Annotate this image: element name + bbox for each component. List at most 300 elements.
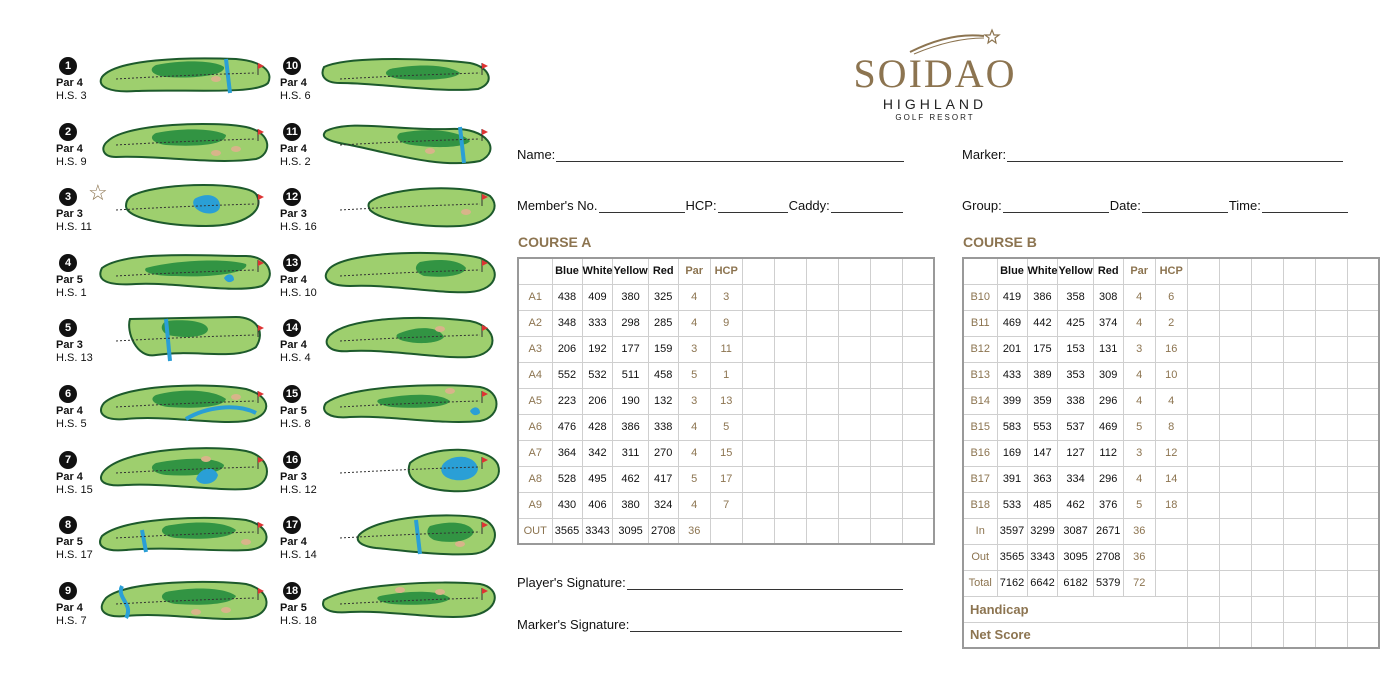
- hole-number: 9: [59, 582, 77, 600]
- table-cell: 36: [1123, 544, 1155, 570]
- name-label: Name:: [517, 147, 556, 162]
- score-cell[interactable]: [870, 362, 902, 388]
- name-field[interactable]: [556, 148, 904, 162]
- table-cell: 298: [613, 310, 648, 336]
- score-cell[interactable]: [1251, 518, 1283, 544]
- table-cell: 127: [1058, 440, 1093, 466]
- score-cell[interactable]: [1347, 466, 1379, 492]
- table-cell: 270: [648, 440, 678, 466]
- score-cell[interactable]: [1187, 518, 1219, 544]
- table-cell: B17: [963, 466, 997, 492]
- score-cell[interactable]: [1219, 414, 1251, 440]
- member-no-label: Member's No.: [517, 198, 598, 213]
- score-cell[interactable]: [838, 440, 870, 466]
- score-cell[interactable]: [1219, 388, 1251, 414]
- score-cell[interactable]: [1219, 570, 1251, 596]
- score-cell[interactable]: [1219, 336, 1251, 362]
- score-cell[interactable]: [838, 414, 870, 440]
- score-cell[interactable]: [806, 440, 838, 466]
- caddy-field[interactable]: [831, 199, 903, 213]
- table-cell: A3: [518, 336, 552, 362]
- score-cell[interactable]: [1187, 492, 1219, 518]
- hole-handicap: H.S. 10: [280, 286, 317, 299]
- table-cell: 132: [648, 388, 678, 414]
- score-cell[interactable]: [1187, 440, 1219, 466]
- hole-1: [56, 57, 276, 113]
- score-cell[interactable]: [1347, 570, 1379, 596]
- table-cell: 36: [1123, 518, 1155, 544]
- hole-map: [320, 180, 510, 236]
- score-cell[interactable]: [902, 310, 934, 336]
- score-cell[interactable]: [1283, 414, 1315, 440]
- score-cell[interactable]: [806, 388, 838, 414]
- score-cell[interactable]: [1347, 622, 1379, 648]
- table-cell: In: [963, 518, 997, 544]
- score-cell[interactable]: [742, 414, 774, 440]
- score-cell[interactable]: [1187, 570, 1219, 596]
- table-row: [963, 388, 1379, 414]
- score-cell[interactable]: [1315, 310, 1347, 336]
- score-cell[interactable]: [1187, 362, 1219, 388]
- score-cell[interactable]: [1187, 544, 1219, 570]
- hole-par: Par 3: [280, 208, 307, 221]
- handicap-label: Handicap: [963, 596, 1187, 622]
- score-cell[interactable]: [1315, 336, 1347, 362]
- score-cell[interactable]: [742, 466, 774, 492]
- score-cell[interactable]: [1187, 310, 1219, 336]
- score-cell[interactable]: [1347, 492, 1379, 518]
- score-cell[interactable]: [838, 336, 870, 362]
- score-cell[interactable]: [1347, 388, 1379, 414]
- score-cell[interactable]: [806, 414, 838, 440]
- date-field[interactable]: [1142, 199, 1228, 213]
- score-cell[interactable]: [1283, 518, 1315, 544]
- hole-map: [96, 115, 286, 171]
- score-cell[interactable]: [742, 284, 774, 310]
- score-cell[interactable]: [1187, 388, 1219, 414]
- score-cell[interactable]: [1283, 596, 1315, 622]
- table-cell: 153: [1058, 336, 1093, 362]
- table-cell: 7162: [997, 570, 1027, 596]
- score-cell[interactable]: [1347, 362, 1379, 388]
- score-cell[interactable]: [1219, 544, 1251, 570]
- table-cell: 10: [1155, 362, 1187, 388]
- hole-number: 16: [283, 451, 301, 469]
- score-cell[interactable]: [870, 440, 902, 466]
- table-cell: 476: [552, 414, 582, 440]
- table-cell: OUT: [518, 518, 552, 544]
- hole-par: Par 5: [56, 536, 83, 549]
- score-cell[interactable]: [742, 310, 774, 336]
- table-cell: [1155, 570, 1187, 596]
- score-cell[interactable]: [870, 492, 902, 518]
- hole-18: [280, 582, 500, 638]
- table-cell: 3597: [997, 518, 1027, 544]
- marker-signature-field[interactable]: [630, 618, 902, 632]
- score-column-header: [1187, 258, 1219, 284]
- score-cell[interactable]: [774, 310, 806, 336]
- score-cell[interactable]: [1315, 622, 1347, 648]
- score-cell[interactable]: [806, 362, 838, 388]
- group-label: Group:: [962, 198, 1002, 213]
- score-cell[interactable]: [1347, 440, 1379, 466]
- table-cell: 458: [648, 362, 678, 388]
- table-cell: 532: [582, 362, 613, 388]
- score-cell[interactable]: [1251, 492, 1283, 518]
- score-cell[interactable]: [1347, 284, 1379, 310]
- hole-handicap: H.S. 15: [56, 483, 93, 496]
- hole-8: [56, 516, 276, 572]
- table-cell: 3565: [552, 518, 582, 544]
- hole-handicap: H.S. 14: [280, 549, 317, 562]
- table-cell: 376: [1093, 492, 1123, 518]
- score-cell[interactable]: [774, 440, 806, 466]
- score-cell[interactable]: [1283, 544, 1315, 570]
- hole-map: [320, 377, 510, 433]
- hole-9: [56, 582, 276, 638]
- table-cell: 5379: [1093, 570, 1123, 596]
- table-cell: 495: [582, 466, 613, 492]
- table-row: [963, 310, 1379, 336]
- hole-number: 6: [59, 385, 77, 403]
- score-cell[interactable]: [1315, 362, 1347, 388]
- score-cell[interactable]: [1187, 284, 1219, 310]
- score-cell[interactable]: [838, 388, 870, 414]
- table-cell: 364: [552, 440, 582, 466]
- hole-map: [96, 508, 286, 564]
- score-cell[interactable]: [774, 362, 806, 388]
- score-cell[interactable]: [774, 492, 806, 518]
- table-cell: B16: [963, 440, 997, 466]
- score-cell[interactable]: [838, 284, 870, 310]
- player-signature-field[interactable]: [627, 576, 903, 590]
- hole-map: [96, 49, 286, 105]
- score-cell[interactable]: [1283, 388, 1315, 414]
- score-cell[interactable]: [902, 466, 934, 492]
- hole-par: Par 4: [56, 405, 83, 417]
- score-cell[interactable]: [1347, 518, 1379, 544]
- score-cell[interactable]: [1251, 362, 1283, 388]
- score-cell[interactable]: [1251, 596, 1283, 622]
- hcp-label: HCP:: [685, 198, 717, 213]
- table-header-row: [518, 258, 934, 284]
- score-cell[interactable]: [1283, 570, 1315, 596]
- hcp-field[interactable]: [718, 199, 788, 213]
- hole-11: [280, 123, 500, 179]
- table-cell: 175: [1027, 336, 1058, 362]
- table-cell: 3087: [1058, 518, 1093, 544]
- score-cell[interactable]: [1315, 284, 1347, 310]
- table-cell: 4: [1123, 310, 1155, 336]
- table-cell: 177: [613, 336, 648, 362]
- hole-map: [320, 311, 510, 367]
- table-row: [963, 362, 1379, 388]
- table-cell: 4: [1123, 466, 1155, 492]
- hole-number: 10: [283, 57, 301, 75]
- hole-handicap: H.S. 13: [56, 352, 93, 365]
- score-cell[interactable]: [774, 414, 806, 440]
- score-cell[interactable]: [1219, 596, 1251, 622]
- table-cell: 296: [1093, 466, 1123, 492]
- table-cell: 285: [648, 310, 678, 336]
- table-cell: 2: [1155, 310, 1187, 336]
- group-field[interactable]: [1003, 199, 1109, 213]
- score-cell[interactable]: [1315, 596, 1347, 622]
- time-field[interactable]: [1262, 199, 1348, 213]
- table-cell: A4: [518, 362, 552, 388]
- score-cell[interactable]: [1219, 622, 1251, 648]
- score-cell[interactable]: [1219, 284, 1251, 310]
- score-cell[interactable]: [774, 518, 806, 544]
- score-cell[interactable]: [1219, 440, 1251, 466]
- marker-row: [962, 147, 1344, 162]
- score-cell[interactable]: [1251, 622, 1283, 648]
- score-cell[interactable]: [838, 310, 870, 336]
- score-cell[interactable]: [838, 466, 870, 492]
- table-cell: 192: [582, 336, 613, 362]
- table-cell: 389: [1027, 362, 1058, 388]
- table-cell: 380: [613, 492, 648, 518]
- score-cell[interactable]: [1251, 284, 1283, 310]
- score-cell[interactable]: [806, 492, 838, 518]
- score-column-header: [870, 258, 902, 284]
- table-cell: 552: [552, 362, 582, 388]
- score-cell[interactable]: [1187, 596, 1219, 622]
- score-cell[interactable]: [870, 388, 902, 414]
- table-cell: 6182: [1058, 570, 1093, 596]
- table-cell: 374: [1093, 310, 1123, 336]
- score-cell[interactable]: [806, 336, 838, 362]
- hole-par: Par 3: [56, 339, 83, 352]
- hole-handicap: H.S. 16: [280, 221, 317, 234]
- score-cell[interactable]: [1187, 336, 1219, 362]
- table-row: [963, 544, 1379, 570]
- table-cell: 533: [997, 492, 1027, 518]
- score-cell[interactable]: [1251, 336, 1283, 362]
- table-cell: A6: [518, 414, 552, 440]
- column-header: Blue: [552, 258, 582, 284]
- score-cell[interactable]: [902, 362, 934, 388]
- table-cell: 528: [552, 466, 582, 492]
- table-row: [963, 336, 1379, 362]
- hole-4: [56, 254, 276, 310]
- table-cell: 462: [613, 466, 648, 492]
- score-cell[interactable]: [742, 336, 774, 362]
- score-cell[interactable]: [902, 284, 934, 310]
- score-cell[interactable]: [1187, 414, 1219, 440]
- score-cell[interactable]: [806, 518, 838, 544]
- table-cell: B18: [963, 492, 997, 518]
- score-cell[interactable]: [1251, 570, 1283, 596]
- score-cell[interactable]: [902, 492, 934, 518]
- hole-map: [320, 246, 510, 302]
- table-cell: [1155, 544, 1187, 570]
- score-cell[interactable]: [1315, 466, 1347, 492]
- hole-par: Par 5: [56, 273, 83, 286]
- hole-2: [56, 123, 276, 179]
- score-cell[interactable]: [774, 388, 806, 414]
- score-cell[interactable]: [870, 336, 902, 362]
- score-cell[interactable]: [1283, 310, 1315, 336]
- table-cell: 72: [1123, 570, 1155, 596]
- score-cell[interactable]: [1283, 362, 1315, 388]
- hole-map: [320, 443, 510, 499]
- member-no-field[interactable]: [599, 199, 685, 213]
- score-cell[interactable]: [1315, 518, 1347, 544]
- hole-7: [56, 451, 276, 507]
- table-row: [963, 466, 1379, 492]
- marker-label: Marker:: [962, 147, 1007, 162]
- score-cell[interactable]: [1219, 518, 1251, 544]
- hole-number: 1: [59, 57, 77, 75]
- table-row: [963, 284, 1379, 310]
- score-column-header: [1251, 258, 1283, 284]
- score-cell[interactable]: [1251, 440, 1283, 466]
- table-row: [518, 492, 934, 518]
- table-cell: 1: [710, 362, 742, 388]
- table-cell: 583: [997, 414, 1027, 440]
- score-cell[interactable]: [742, 362, 774, 388]
- hole-10: [280, 57, 500, 113]
- score-cell[interactable]: [870, 284, 902, 310]
- score-cell[interactable]: [902, 440, 934, 466]
- column-header: Yellow: [1058, 258, 1093, 284]
- score-cell[interactable]: [1283, 466, 1315, 492]
- score-cell[interactable]: [1347, 596, 1379, 622]
- score-cell[interactable]: [1347, 310, 1379, 336]
- score-cell[interactable]: [1187, 466, 1219, 492]
- score-cell[interactable]: [838, 492, 870, 518]
- score-cell[interactable]: [1187, 622, 1219, 648]
- score-cell[interactable]: [902, 518, 934, 544]
- table-cell: 553: [1027, 414, 1058, 440]
- hole-map: [96, 246, 286, 302]
- score-cell[interactable]: [806, 284, 838, 310]
- score-cell[interactable]: [1347, 544, 1379, 570]
- table-cell: 12: [1155, 440, 1187, 466]
- marker-field[interactable]: [1007, 148, 1343, 162]
- hole-number: 17: [283, 516, 301, 534]
- score-cell[interactable]: [1251, 388, 1283, 414]
- table-cell: 36: [678, 518, 710, 544]
- table-cell: 11: [710, 336, 742, 362]
- score-cell[interactable]: [838, 362, 870, 388]
- score-cell[interactable]: [870, 518, 902, 544]
- score-cell[interactable]: [902, 336, 934, 362]
- score-cell[interactable]: [1219, 466, 1251, 492]
- score-cell[interactable]: [1251, 544, 1283, 570]
- score-cell[interactable]: [870, 414, 902, 440]
- score-cell[interactable]: [1283, 492, 1315, 518]
- score-cell[interactable]: [1283, 622, 1315, 648]
- table-cell: 3343: [582, 518, 613, 544]
- hole-number: 14: [283, 319, 301, 337]
- name-row: [517, 147, 905, 162]
- hole-16: [280, 451, 500, 507]
- table-row: [518, 466, 934, 492]
- table-cell: B10: [963, 284, 997, 310]
- table-cell: 338: [648, 414, 678, 440]
- score-cell[interactable]: [1283, 284, 1315, 310]
- score-cell[interactable]: [1315, 544, 1347, 570]
- table-cell: 469: [997, 310, 1027, 336]
- score-cell[interactable]: [838, 518, 870, 544]
- score-column-header: [1219, 258, 1251, 284]
- table-cell: 8: [1155, 414, 1187, 440]
- score-column-header: [742, 258, 774, 284]
- score-cell[interactable]: [806, 466, 838, 492]
- score-cell[interactable]: [1219, 310, 1251, 336]
- score-column-header: [1315, 258, 1347, 284]
- score-cell[interactable]: [902, 388, 934, 414]
- table-cell: 334: [1058, 466, 1093, 492]
- table-cell: 2708: [1093, 544, 1123, 570]
- score-cell[interactable]: [774, 336, 806, 362]
- table-cell: B11: [963, 310, 997, 336]
- score-cell[interactable]: [1315, 570, 1347, 596]
- score-cell[interactable]: [1251, 414, 1283, 440]
- player-signature-label: Player's Signature:: [517, 575, 626, 590]
- score-cell[interactable]: [1251, 466, 1283, 492]
- table-row: [518, 440, 934, 466]
- score-cell[interactable]: [1219, 362, 1251, 388]
- hole-map: [96, 443, 286, 499]
- score-cell[interactable]: [1315, 492, 1347, 518]
- score-cell[interactable]: [742, 388, 774, 414]
- hole-par: Par 4: [56, 470, 83, 483]
- score-cell[interactable]: [1315, 388, 1347, 414]
- table-cell: 18: [1155, 492, 1187, 518]
- hole-handicap: H.S. 9: [56, 155, 87, 168]
- table-cell: 17: [710, 466, 742, 492]
- score-cell[interactable]: [742, 518, 774, 544]
- table-row: [518, 362, 934, 388]
- table-cell: 537: [1058, 414, 1093, 440]
- logo-line1: HIGHLAND: [882, 96, 988, 112]
- score-cell[interactable]: [870, 310, 902, 336]
- hole-number: 13: [283, 254, 301, 272]
- course-b-title: COURSE B: [963, 234, 1037, 250]
- score-cell[interactable]: [1283, 336, 1315, 362]
- score-cell[interactable]: [742, 492, 774, 518]
- table-cell: 147: [1027, 440, 1058, 466]
- table-cell: 4: [1155, 388, 1187, 414]
- hole-14: [280, 319, 500, 375]
- table-cell: 4: [678, 414, 710, 440]
- score-cell[interactable]: [774, 284, 806, 310]
- score-cell[interactable]: [806, 310, 838, 336]
- table-cell: 309: [1093, 362, 1123, 388]
- table-cell: 363: [1027, 466, 1058, 492]
- score-cell[interactable]: [870, 466, 902, 492]
- score-cell[interactable]: [774, 466, 806, 492]
- score-cell[interactable]: [1315, 440, 1347, 466]
- score-cell[interactable]: [1315, 414, 1347, 440]
- score-cell[interactable]: [1251, 310, 1283, 336]
- score-cell[interactable]: [1283, 440, 1315, 466]
- score-cell[interactable]: [1219, 492, 1251, 518]
- table-cell: 3: [1123, 440, 1155, 466]
- table-cell: 380: [613, 284, 648, 310]
- table-cell: 3343: [1027, 544, 1058, 570]
- score-cell[interactable]: [1347, 336, 1379, 362]
- table-row: [963, 622, 1379, 648]
- score-cell[interactable]: [742, 440, 774, 466]
- score-cell[interactable]: [1347, 414, 1379, 440]
- score-cell[interactable]: [902, 414, 934, 440]
- player-signature-row: [517, 575, 904, 590]
- caddy-label: Caddy:: [788, 198, 830, 213]
